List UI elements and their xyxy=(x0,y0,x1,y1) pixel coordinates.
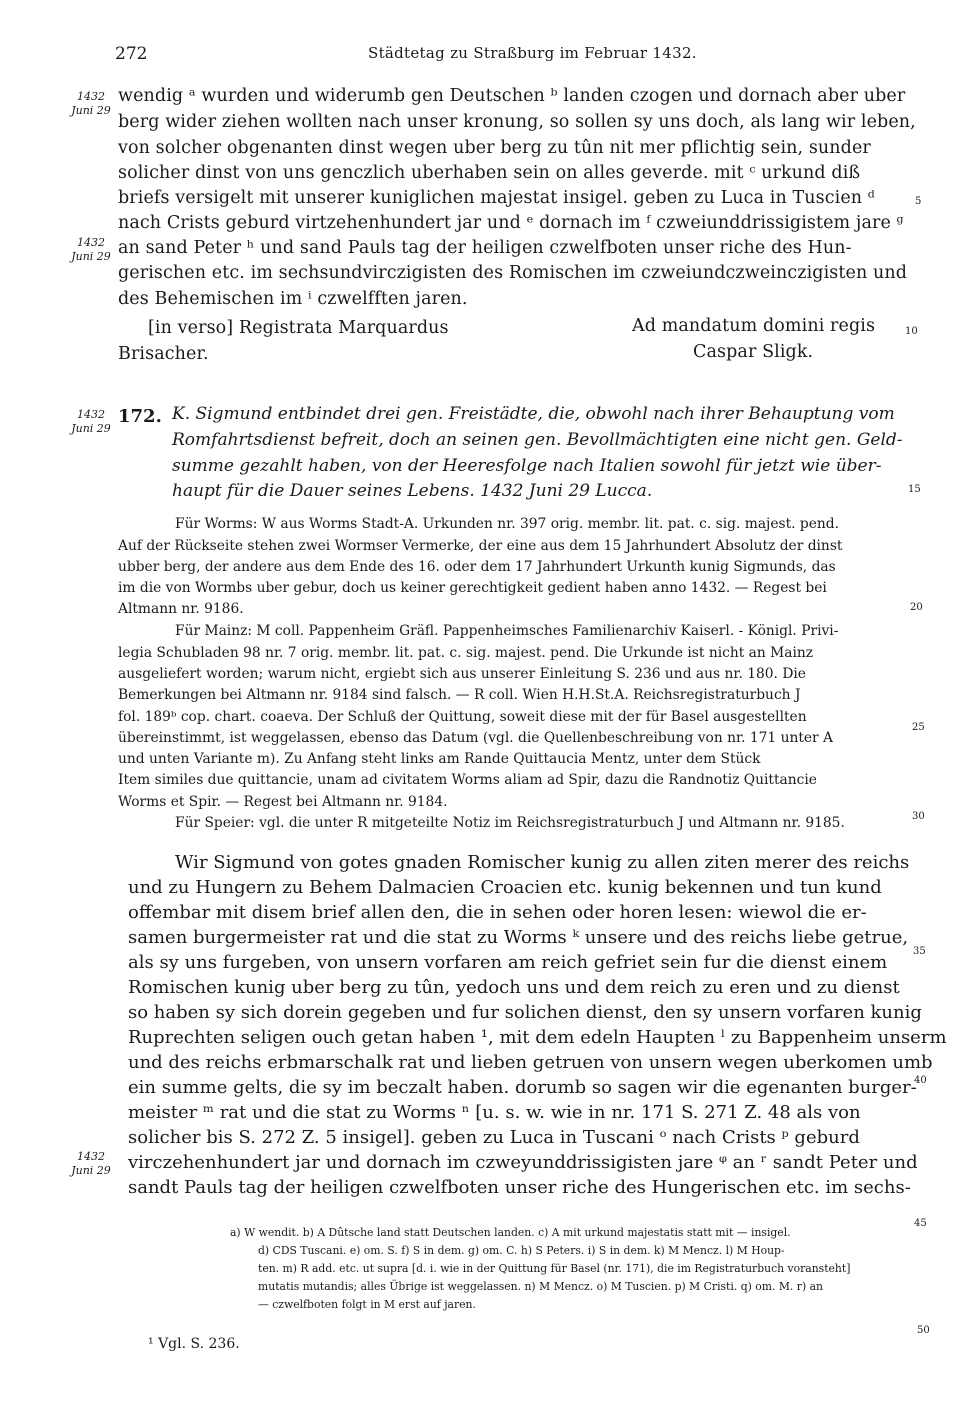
main-text-line: Wir Sigmund von gotes gnaden Romischer kunig zu allen ziten merer des reichs xyxy=(175,852,910,873)
source-note: legia Schubladen 98 nr. 7 orig. membr. lit. pat. c. sig. majest. pend. Die Urkunde ist nicht an Mainz xyxy=(118,645,814,661)
variant-footnote: — czwelfboten folgt in M erst auf jaren. xyxy=(258,1298,476,1311)
line-number: 50 xyxy=(917,1325,930,1336)
source-note: ubber berg, der andere aus dem Ende des 16. oder dem 17 Jahrhundert Urkunth kunig Sigmunds, das xyxy=(118,559,836,575)
line-number: 30 xyxy=(912,811,925,822)
variant-footnote: a) W wendit. b) A Dûtsche land statt Deutschen landen. c) A mit urkund majestatis statt mit — insigel. xyxy=(230,1226,791,1239)
source-note: und unten Variante m). Zu Anfang steht links am Rande Quittaucia Mentz, unter dem Stück xyxy=(118,751,761,767)
text-line: solicher dinst von uns genczlich uberhaben sein on alles geverde. mit ᶜ urkund diß xyxy=(118,163,861,183)
margin-date: 1432 Juni 29 xyxy=(71,236,111,263)
main-text-line: meister ᵐ rat und die stat zu Worms ⁿ [u. s. w. wie in nr. 171 S. 271 Z. 48 als von xyxy=(128,1102,861,1123)
source-note: Altmann nr. 9186. xyxy=(118,601,244,617)
regest-line: summe gezahlt haben, von der Heeresfolge nach Italien sowohl für jetzt wie über- xyxy=(172,456,882,476)
text-line: von solcher obgenanten dinst wegen uber berg zu tûn nit mer pflichtig sein, sunder xyxy=(118,138,871,158)
mandate-note: Ad mandatum domini regis xyxy=(632,316,876,336)
source-note: Item similes due quittancie, unam ad civitatem Worms aliam ad Spir, dazu die Randnotiz Quittancie xyxy=(118,772,817,788)
source-note: Für Mainz: M coll. Pappenheim Gräfl. Pappenheimsches Familienarchiv Kaiserl. - Königl. Privi- xyxy=(175,623,839,639)
registration-note: [in verso] Registrata Marquardus xyxy=(148,318,449,338)
margin-date: 1432 Juni 29 xyxy=(71,90,111,117)
source-note: im die von Wormbs uber gebur, doch us keiner gerechtigkeit gedient haben anno 1432. — Regest bei xyxy=(118,580,827,596)
document-number: 172. xyxy=(118,406,162,427)
main-text-line: solicher bis S. 272 Z. 5 insigel]. geben zu Luca in Tuscani ᵒ nach Crists ᵖ geburd xyxy=(128,1127,860,1148)
line-number: 40 xyxy=(914,1075,927,1086)
main-text-line: sandt Pauls tag der heiligen czwelfboten unser riche des Hungerischen etc. im sechs- xyxy=(128,1177,911,1198)
main-text-line: Romischen kunig uber berg zu tûn, yedoch uns und dem reich zu eren und zu dienst xyxy=(128,977,900,998)
main-text-line: offembar mit disem brief allen den, die in sehen oder horen lesen: wiewol die er- xyxy=(128,902,867,923)
main-text-line: und zu Hungern zu Behem Dalmacien Croacien etc. kunig bekennen und tun kund xyxy=(128,877,882,898)
source-note: Worms et Spir. — Regest bei Altmann nr. 9184. xyxy=(118,794,448,810)
regest-line: K. Sigmund entbindet drei gen. Freistädte, die, obwohl nach ihrer Behauptung vom xyxy=(172,404,895,424)
text-line: gerischen etc. im sechsundvirczigisten des Romischen im czweiundczweinczigisten und xyxy=(118,263,908,283)
main-text-line: virczehenhundert jar und dornach im czweyunddrissigisten jare ᵠ an ʳ sandt Peter und xyxy=(128,1152,918,1173)
page-number: 272 xyxy=(115,44,148,64)
main-text-line: Ruprechten seligen ouch getan haben ¹, mit dem edeln Haupten ˡ zu Bappenheim unserm xyxy=(128,1027,947,1048)
source-note: Für Worms: W aus Worms Stadt-A. Urkunden nr. 397 orig. membr. lit. pat. c. sig. majest. pend. xyxy=(175,516,839,532)
line-number: 20 xyxy=(910,602,923,613)
text-line: wendig ᵃ wurden und widerumb gen Deutschen ᵇ landen czogen und dornach aber uber xyxy=(118,86,906,106)
text-line: berg wider ziehen wollten nach unser kronung, so sollen sy uns doch, als lang wir leben, xyxy=(118,112,916,132)
line-number: 45 xyxy=(914,1218,927,1229)
main-text-line: ein summe gelts, die sy im beczalt haben. dorumb so sagen wir die egenanten burger- xyxy=(128,1077,917,1098)
main-text-line: so haben sy sich dorein gegeben und fur solichen dienst, den sy unsern vorfaren kunig xyxy=(128,1002,922,1023)
source-note: fol. 189ᵇ cop. chart. coaeva. Der Schluß der Quittung, soweit diese mit der für Basel ausgestellten xyxy=(118,709,807,725)
text-line: des Behemischen im ⁱ czwelfften jaren. xyxy=(118,289,468,309)
main-text-line: als sy uns furgeben, von unsern vorfaren am reich gefriet sein fur die dienst einem xyxy=(128,952,888,973)
line-number: 15 xyxy=(908,484,921,495)
source-note: ausgeliefert worden; warum nicht, ergiebt sich aus unserer Einleitung S. 236 und aus nr. 180. Die xyxy=(118,666,806,682)
variant-footnote: mutatis mutandis; alles Übrige ist weggelassen. n) M Mencz. o) M Tuscien. p) M Cristi. q) om. M. r) an xyxy=(258,1280,823,1293)
running-title: Städtetag zu Straßburg im Februar 1432. xyxy=(368,44,697,62)
registration-name: Brisacher. xyxy=(118,344,209,364)
line-number: 35 xyxy=(913,946,926,957)
source-note: Für Speier: vgl. die unter R mitgeteilte Notiz im Reichsregistraturbuch J und Altmann nr. 9185. xyxy=(175,815,845,831)
source-note: Auf der Rückseite stehen zwei Wormser Vermerke, der eine aus dem 15 Jahrhundert Absolutz der dinst xyxy=(118,538,843,554)
line-number: 25 xyxy=(912,722,925,733)
main-text-line: und des reichs erbmarschalk rat und lieben getruen von unsern wegen uberkomen umb xyxy=(128,1052,933,1073)
line-number: 10 xyxy=(905,326,918,337)
text-line: nach Crists geburd virtzehenhundert jar und ᵉ dornach im ᶠ czweiunddrissigistem jare ᵍ xyxy=(118,213,904,233)
text-line: an sand Peter ʰ und sand Pauls tag der heiligen czwelfboten unser riche des Hun- xyxy=(118,238,852,258)
variant-footnote: d) CDS Tuscani. e) om. S. f) S in dem. g) om. C. h) S Peters. i) S in dem. k) M Mencz. l) M Houp- xyxy=(258,1244,785,1257)
margin-date: 1432 Juni 29 xyxy=(71,1150,111,1177)
signatory-name: Caspar Sligk. xyxy=(693,342,814,362)
regest-line: Romfahrtsdienst befreit, doch an seinen gen. Bevollmächtigten eine nicht gen. Geld- xyxy=(172,430,903,450)
margin-date: 1432 Juni 29 xyxy=(71,408,111,435)
source-note: Bemerkungen bei Altmann nr. 9184 sind falsch. — R coll. Wien H.H.St.A. Reichsregistraturbuch J xyxy=(118,687,801,703)
line-number: 5 xyxy=(915,196,922,207)
main-text-line: samen burgermeister rat und die stat zu Worms ᵏ unsere und des reichs liebe getrue, xyxy=(128,927,909,948)
regest-line: haupt für die Dauer seines Lebens. 1432 Juni 29 Lucca. xyxy=(172,481,653,501)
variant-footnote: ten. m) R add. etc. ut supra [d. i. wie in der Quittung für Basel (nr. 171), die im Registraturbuch voransteht] xyxy=(258,1262,851,1275)
footnote: ¹ Vgl. S. 236. xyxy=(148,1336,240,1352)
text-line: briefs versigelt mit unserer kuniglichen majestat insigel. geben zu Luca in Tuscien ᵈ xyxy=(118,188,875,208)
source-note: übereinstimmt, ist weggelassen, ebenso das Datum (vgl. die Quellenbeschreibung von nr. 171 unter A xyxy=(118,730,833,746)
